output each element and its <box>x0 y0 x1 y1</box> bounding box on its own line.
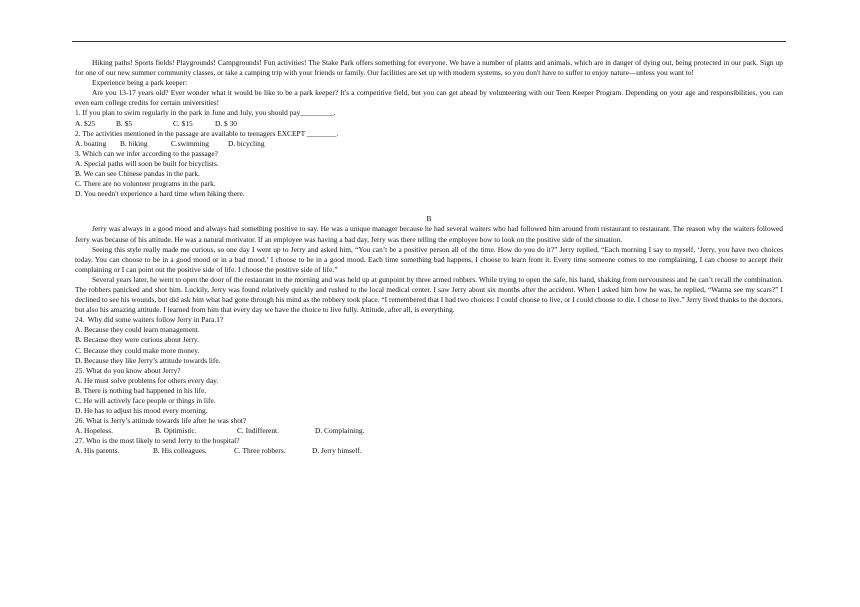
option-a: A. Hopeless. <box>75 426 113 436</box>
question-3-option-b: B. We can see Chinese pandas in the park. <box>75 169 200 179</box>
option-b: B. His colleagues. <box>153 446 207 456</box>
option-a: A. $25 <box>75 118 96 128</box>
question-27-stem: 27. Who is the most likely to send Jerry to the hospital? <box>75 436 240 446</box>
question-25-option-a: A. He must solve problems for others every day. <box>75 375 219 385</box>
question-24-option-a: A. Because they could learn management. <box>75 325 200 335</box>
question-24-option-d: D. Because they like Jerry’s attitude towards life. <box>75 355 221 365</box>
passage-b-label: B <box>426 214 432 224</box>
question-26-options <box>75 426 783 436</box>
question-3-option-d: D. You needn't experience a hard time when hiking there. <box>75 189 245 199</box>
option-b: B. hiking <box>120 138 148 148</box>
question-3-option-a: A. Special paths will soon be built for bicyclists. <box>75 158 219 168</box>
question-24-option-b: B. Because they were curious about Jerry. <box>75 335 199 345</box>
passage-b-paragraph-1: Jerry was always in a good mood and always had something positive to say. He was a unique manager because he had several waiters who had followed him around from restaurant to restaurant. The reason why the waiters followed Jerry was because of his attitude. He was a natural motivator. If an employee was having a bad day, Jerry was there telling the employee how to look on the positive side of the situation. <box>75 224 783 244</box>
question-25-option-d: D. He has to adjust his mood every morning. <box>75 406 208 416</box>
option-d: D. Complaining. <box>315 426 365 436</box>
option-b: B. $5 <box>116 118 133 128</box>
question-25-option-c: C. He will actively face people or things in life. <box>75 396 216 405</box>
option-a: A. His parents. <box>75 446 120 456</box>
option-c: C. $15 <box>173 118 193 128</box>
document-body <box>75 58 783 457</box>
option-c: C. Indifferent. <box>237 426 279 436</box>
question-1-stem: 1. If you plan to swim regularly in the park in June and July, you should pay_________. <box>75 108 336 118</box>
question-1-options <box>75 119 783 129</box>
passage-a-heading: Experience being a park keeper: <box>92 78 188 88</box>
passage-a-body: Are you 13-17 years old? Ever wonder what it would be like to be a park keeper? It's a competitive field, but you can get ahead by volunteering with our Teen Keeper Program. Depending on your age and responsibilities, you can even earn college credits for certain universities! <box>75 88 783 108</box>
question-25-option-b: B. There is nothing bad happened in his life. <box>75 385 207 395</box>
question-24-option-c: C. Because they could make more money. <box>75 345 200 355</box>
option-a: A. boating <box>75 138 107 148</box>
option-b: B. Optimistic. <box>155 426 197 436</box>
question-3-stem: 3. Which can we infer according to the passage? <box>75 148 218 158</box>
passage-b-paragraph-2: Seeing this style really made me curious, so one day I went up to Jerry and asked him, “You can’t be a positive person all of the time. How do you do it?” Jerry replied, “Each morning I say to myself, ‘Jerry, you have two choices today. You can choose to be in a good mood or in a bad mood.’ I choose to be in a good mood. Each time something bad happens, I choose to learn from it. Every time someone comes to me complaining, I can choose to accept their complaining or I can point out the positive side of life. I choose the positive side of life.” <box>75 244 783 274</box>
option-d: D. Jerry himself. <box>312 446 362 456</box>
option-c: C. Three robbers. <box>234 446 286 456</box>
question-3-option-c: C. There are no volunteer programs in the park. <box>75 179 216 189</box>
passage-a-intro: Hiking paths! Sports fields! Playgrounds! Campgrounds! Fun activities! The Stake Park offers something for everyone. We have a number of plants and animals, which are in danger of dying out, being protected in our park. Sign up for one of our new summer community classes, or take a camping trip with your friends or family. Our facilities are set up with modern systems, so you don't have to suffer to enjoy nature—unless you want to! <box>75 58 783 78</box>
question-2-stem: 2. The activities mentioned in the passage are available to teenagers EXCEPT ________. <box>75 128 339 138</box>
header-rule <box>72 41 786 42</box>
question-25-stem: 25. What do you know about Jerry? <box>75 365 181 375</box>
question-27-options <box>75 446 783 456</box>
question-2-options <box>75 139 783 149</box>
option-d: D. $ 30 <box>215 118 237 128</box>
option-c: C.swimming <box>171 138 209 148</box>
question-24-stem: 24. Why did some waiters follow Jerry in Para.1? <box>75 315 224 325</box>
question-26-stem: 26. What is Jerry’s attitude towards life after he was shot? <box>75 416 247 426</box>
option-d: D. bicycling <box>228 138 265 148</box>
passage-b-paragraph-3: Several years later, he went to open the door of the restaurant in the morning and was held up at gunpoint by three armed robbers. While trying to open the safe, his hand, shaking from nervousness and he can’t recall the combination. The robbers panicked and shot him. Luckily, Jerry was found relatively quickly and rushed to the local medical center. I saw Jerry about six months after the accident. When I asked him how he was, he replied, “Wanna see my scars?” I declined to see his wounds, but did ask him what had gone through his mind as the robbery took place. “I remembered that I had two choices: I could choose to live, or I could choose to die. I chose to live.” Jerry lived thanks to the doctors, but also his amazing attitude. I learned from him that every day we have the choice to live fully. Attitude, after all, is everything. <box>75 274 783 315</box>
